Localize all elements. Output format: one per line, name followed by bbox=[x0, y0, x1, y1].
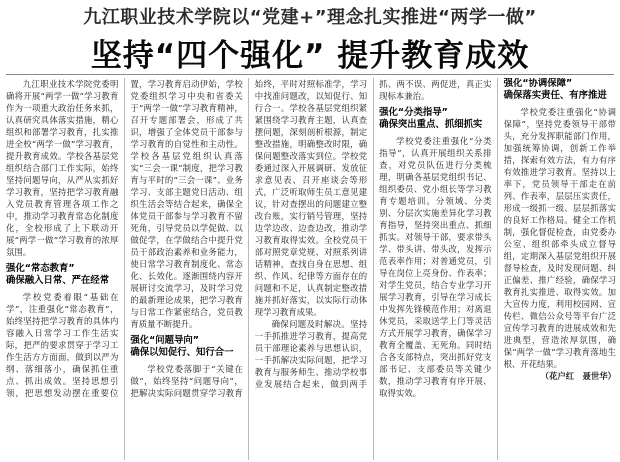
headline-divider bbox=[6, 74, 614, 75]
article-paragraph: 学校党委注重强化“协调保障”，坚持党委领导干部带头，充分发挥职能部门作用，加强统筹协调，创新工作举措，探索有效方法，有力有序有效推进学习教育。坚持以上率下，党员领导干部走在前列、作表率，层层压实责任，形成一级抓一级、层层抓落实的良好工作格局。健全工作机制，强化督促检查，由党委办公室、组织部牵头成立督导组，定期深入基层党组织开展督导检查，及时发现问题、纠正偏差、推广经验，确保学习教育扎实推进、取得实效。加大宣传力度，利用校园网、宣传栏、微信公众号等平台广泛宣传学习教育的进展成效和先进典型，营造浓厚氛围，确保“两学一做”学习教育落地生根、开花结果。 bbox=[503, 107, 616, 369]
section-heading-subtitle: 确保落实责任、有序推进 bbox=[503, 90, 607, 101]
section-heading-subtitle: 确保突出重点、抓细抓实 bbox=[379, 119, 483, 130]
article-signature: （花户红 聂世华） bbox=[540, 371, 616, 381]
section-heading-title: 强化“问题导向” bbox=[130, 335, 199, 346]
section-heading-title: 强化“常态教育” bbox=[6, 263, 75, 274]
section-heading bbox=[379, 107, 491, 131]
section-heading-title: 强化“分类指导” bbox=[379, 107, 448, 118]
article-paragraph: 学校党委注重强化“分类指导”，认真开展组织关系排查，对党员队伍进行分类梳理，明确各基层党组织书记、组织委员、党小组长等学习教育专题培训。分领域、分类别、分层次实施差异化学习教育指导，坚持突出重点、抓细抓实。对领导干部，要求带头学、带头讲、带头改，发挥示范表率作用；对普通党员，引导在岗位上亮身份、作表率；对学生党员，结合专业学习开展学习教育，引导在学习成长中发挥先锋模范作用；对离退休党员，采取送学上门等灵活方式开展学习教育，确保学习教育全覆盖、无死角。同时结合各支部特点，突出抓好党支部书记、支部委员等关键少数，推动学习教育有序开展、取得实效。 bbox=[379, 136, 492, 398]
article-paragraph: 九江职业技术学院党委明确将开展“两学一做”学习教育作为一项重大政治任务来抓，认真研究具体落实措施，精心组织和部署学习教育，扎实推进全校“两学一做”学习教育，提升教育成效。学校各基层党组织结合部门工作实际，始终坚持问题导向，从严从实抓好学习教育，坚持把学习教育融入党员教育管理各项工作之中，推动学习教育常态化制度化，全校形成了上下联动开展“两学一做”学习教育的浓厚氛围。 bbox=[6, 79, 119, 257]
article-paragraph: 学校党委落脚于“关键在做”，始终坚持“问题导向”，把解决实际问题贯穿学习教育始终，平时对照标准学，学习中找准问题改，以知促行、知行合一。学校各基层党组织紧紧围绕学习教育主题，认真查摆问题，深刻剖析根源，制定整改措施，明确整改时限，确保问题整改落实到位。学校党委通过深入开展调研、发放征求意见表、召开座谈会等形式，广泛听取师生员工意见建议，针对查摆出的问题建立整改台账，实行销号管理，坚持边学边改、边查边改，推动学习教育取得实效。全校党员干部对照党章党规、对照系列讲话精神，查找自身在思想、组织、作风、纪律等方面存在的问题和不足，认真制定整改措施并抓好落实，以实际行动体现学习教育成果。 bbox=[130, 79, 368, 398]
article-paragraph: 学校党委着眼“基础在学”，注重强化“常态教育”，始终坚持把学习教育的具体内容融入日常学习工作生活实际，把严的要求贯穿于学习工作生活方方面面，做到以严为纲、落细落小，确保抓住重点、抓出成效。坚持思想引领，把思想发动摆在重要位置，学习教育启动伊始，学校党委组织学习中央和省委关于“两学一做”学习教育精神，召开专题部署会，形成了共识，增强了全体党员干部参与学习教育的自觉性和主动性。学校各基层党组织认真落实“三会一课”制度，把学习教育与平时的“三会一课”、业务学习、支部主题党日活动、组织生活会等结合起来，确保全体党员干部参与学习教育不留死角，引导党员以学促做、以做促学，在学做结合中提升党员干部政治素养和业务能力，使日常学习教育制度化、常态化、长效化。逐渐围绕内容开展研讨交流学习，及时学习党的最新理论成果，把学习教育与日常工作紧密结合，党员教育质量不断提升。 bbox=[6, 79, 243, 398]
article-paragraph: 确保问题及时解决。坚持一手抓推进学习教育，提高党员干部理论素养与思想认识，一手抓解决实际问题，把学习教育与服务师生、推动学校事业发展结合起来，做到两手抓、两不误、两促进，真正实现标本兼治。 bbox=[254, 79, 492, 389]
section-heading-subtitle: 确保融入日常、严在经常 bbox=[6, 275, 110, 286]
article-body bbox=[6, 78, 616, 460]
article-section-category-guidance bbox=[379, 107, 491, 399]
section-heading bbox=[504, 78, 616, 102]
section-heading-subtitle: 确保以知促行、知行合一 bbox=[130, 347, 234, 358]
section-heading-title: 强化“协调保障” bbox=[503, 78, 573, 89]
article-kicker: 九江职业技术学院以“党建+”理念扎实推进“两学一做” bbox=[83, 7, 537, 28]
section-heading bbox=[6, 263, 118, 287]
section-heading bbox=[130, 335, 242, 359]
article-section-coordination bbox=[504, 78, 616, 382]
article-section-intro bbox=[6, 78, 118, 258]
article-headline: 坚持“四个强化” 提升教育成效 bbox=[90, 38, 530, 74]
